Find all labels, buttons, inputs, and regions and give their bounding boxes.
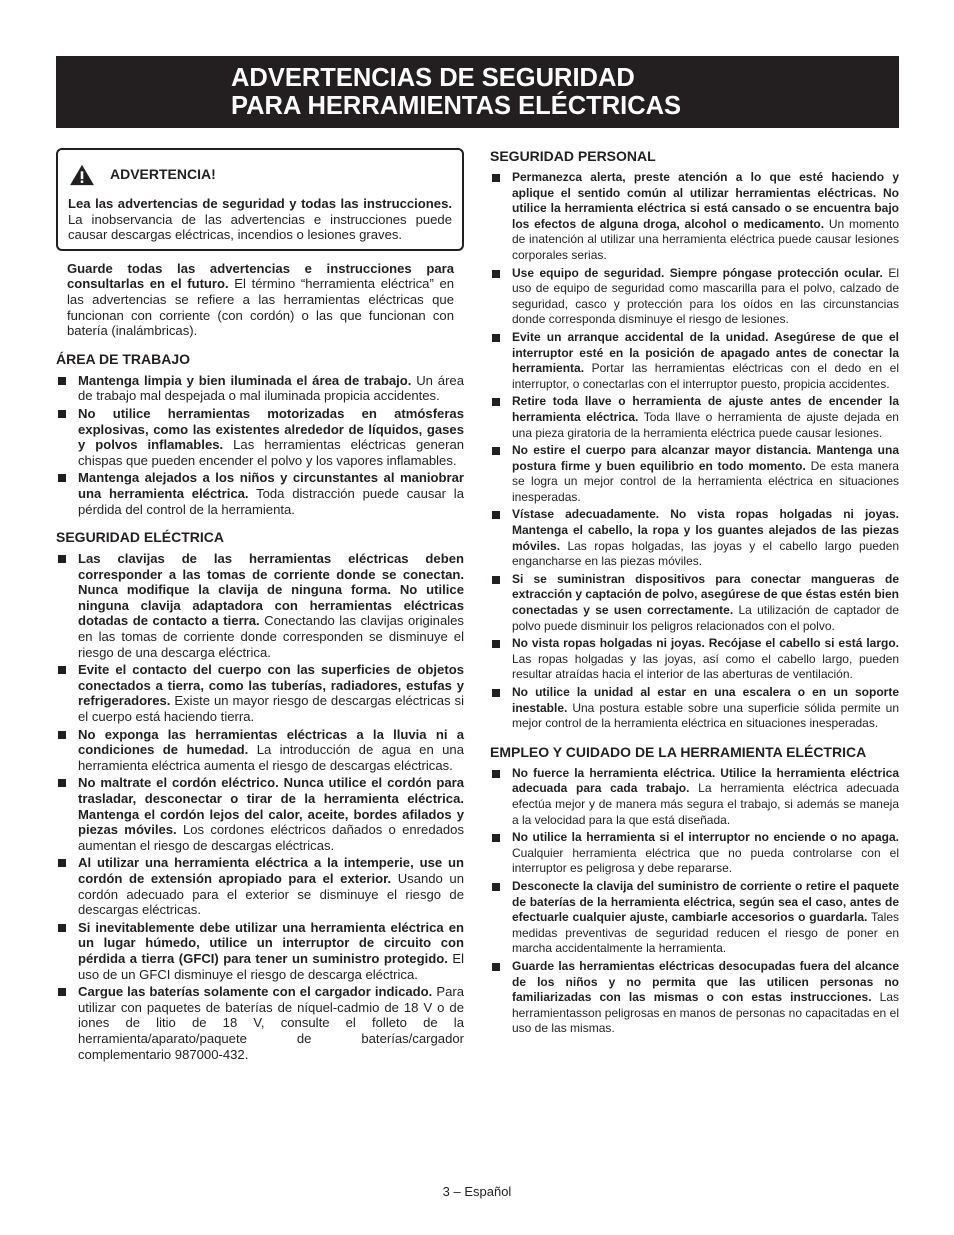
left-column <box>56 148 464 1064</box>
page-footer: 3 – Español <box>442 1184 512 1199</box>
list-item: No utilice la herramienta si el interruptor no enciende o no apaga. Cualquier herramienta eléctrica que no pueda controlarse con el interruptor es peligrosa y debe repararse. <box>490 830 899 877</box>
warning-header <box>68 164 452 186</box>
list-item: Cargue las baterías solamente con el cargador indicado. Para utilizar con paquetes de baterías de níquel-cadmio de 18 V o de iones de litio de 18 V, consulte el folleto de la herramienta/aparato/paquete de baterías/cargador complementario 987000-432. <box>56 984 464 1062</box>
list-item: No estire el cuerpo para alcanzar mayor distancia. Mantenga una postura firme y buen equilibrio en todo momento. De esta manera se logra un mejor control de la herramienta eléctrica en situaciones inesperadas. <box>490 443 899 505</box>
right-column <box>490 148 899 1039</box>
list-item: No utilice la unidad al estar en una escalera o en un soporte inestable. Una postura estable sobre una superficie sólida permite un mejor control de la herramienta eléctrica en situaciones inesperadas. <box>490 685 899 732</box>
list-item: No maltrate el cordón eléctrico. Nunca utilice el cordón para trasladar, desconectar o tirar de la herramienta eléctrica. Mantenga el cordón lejos del calor, aceite, bordes afilados y piezas móviles. Los cordones eléctricos dañados o enredados aumentan el riesgo de descargas eléctricas. <box>56 775 464 853</box>
warning-icon <box>68 164 96 186</box>
warning-title: ADVERTENCIA! <box>110 166 216 183</box>
list-item: Mantenga limpia y bien iluminada el área de trabajo. Un área de trabajo mal despejada o mal iluminada propicia accidentes. <box>56 373 464 404</box>
list-item: No utilice herramientas motorizadas en atmósferas explosivas, como las existentes alrededor de líquidos, gases y polvos inflamables. Las herramientas eléctricas generan chispas que pueden encender el polvo y los vapores inflamables. <box>56 406 464 468</box>
list-item: Use equipo de seguridad. Siempre póngase protección ocular. El uso de equipo de seguridad como mascarilla para el polvo, calzado de seguridad, casco y protección para los oídos en las circunstancias donde corresponda disminuye el riesgo de lesiones. <box>490 266 899 328</box>
section-heading-area-trabajo: ÁREA DE TRABAJO <box>56 350 191 367</box>
list-item: Desconecte la clavija del suministro de corriente o retire el paquete de baterías de la herramienta eléctrica, según sea el caso, antes de efectuarle cualquier ajuste, cambiarle accesorios o guardarla. Tales medidas preventivas de seguridad reducen el riesgo de poner en marcha accidentalmente la herramienta. <box>490 879 899 957</box>
list-item: Si se suministran dispositivos para conectar mangueras de extracción y captación de polvo, asegúrese de que éstas estén bien conectadas y se usen correctamente. La utilización de captador de polvo puede disminuir los peligros relacionados con el polvo. <box>490 572 899 634</box>
list-item: Las clavijas de las herramientas eléctricas deben corresponder a las tomas de corriente donde se conectan. Nunca modifique la clavija de ninguna forma. No utilice ninguna clavija adaptadora con herramientas eléctricas dotadas de contacto a tierra. Conectando las clavijas originales en las tomas de corriente donde corresponden se disminuye el riesgo de una descarga eléctrica. <box>56 551 464 660</box>
list-item: Vístase adecuadamente. No vista ropas holgadas ni joyas. Mantenga el cabello, la ropa y los guantes alejados de las piezas móviles. Las ropas holgadas, las joyas y el cabello largo pueden engancharse en las piezas móviles. <box>490 507 899 569</box>
list-item: No exponga las herramientas eléctricas a la lluvia ni a condiciones de humedad. La introducción de agua en una herramienta eléctrica aumenta el riesgo de descargas eléctricas. <box>56 727 464 774</box>
section-heading-empleo: EMPLEO Y CUIDADO DE LA HERRAMIENTA ELÉCTRICA <box>490 743 867 760</box>
list-item: No fuerce la herramienta eléctrica. Utilice la herramienta eléctrica adecuada para cada trabajo. La herramienta eléctrica adecuada efectúa mejor y de manera más segura el trabajo, si además se maneja a la velocidad para la que está diseñada. <box>490 766 899 828</box>
seguridad-electrica-list <box>56 551 464 1062</box>
seguridad-personal-list <box>490 170 899 732</box>
list-item: Si inevitablemente debe utilizar una herramienta eléctrica en un lugar húmedo, utilice un interruptor de circuito con pérdida a tierra (GFCI) para tener un suministro protegido. El uso de un GFCI disminuye el riesgo de descarga eléctrica. <box>56 920 464 982</box>
list-item: No vista ropas holgadas ni joyas. Recójase el cabello si está largo. Las ropas holgadas y las joyas, así como el cabello largo, pueden resultar atraídas hacia el interior de las aberturas de ventilación. <box>490 636 899 683</box>
list-item: Guarde las herramientas eléctricas desocupadas fuera del alcance de los niños y no permita que las utilicen personas no familiarizadas con las mismas o con estas instrucciones. Las herramientasson peligrosas en manos de personas no capacitadas en el uso de las mismas. <box>490 959 899 1037</box>
list-item: Retire toda llave o herramienta de ajuste antes de encender la herramienta eléctrica. Toda llave o herramienta de ajuste dejada en una pieza giratoria de la herramienta eléctrica puede causar lesiones. <box>490 394 899 441</box>
list-item: Al utilizar una herramienta eléctrica a la intemperie, use un cordón de extensión apropiado para el exterior. Usando un cordón adecuado para el exterior se disminuye el riesgo de descargas eléctricas. <box>56 855 464 917</box>
list-item: Evite el contacto del cuerpo con las superficies de objetos conectados a tierra, como las tuberías, radiadores, estufas y refrigeradores. Existe un mayor riesgo de descargas eléctricas si el cuerpo está haciendo tierra. <box>56 662 464 724</box>
warning-box <box>56 148 464 251</box>
list-item: Evite un arranque accidental de la unidad. Asegúrese de que el interruptor esté en la posición de apagado antes de conectar la herramienta. Portar las herramientas eléctricas con el dedo en el interruptor, o conectarlas con el interruptor puesto, propicia accidentes. <box>490 330 899 392</box>
list-item: Mantenga alejados a los niños y circunstantes al maniobrar una herramienta eléctrica. Toda distracción puede causar la pérdida del control de la herramienta. <box>56 470 464 517</box>
empleo-list <box>490 766 899 1037</box>
section-heading-seguridad-electrica: SEGURIDAD ELÉCTRICA <box>56 529 225 546</box>
page-title-banner <box>56 56 899 128</box>
section-heading-seguridad-personal: SEGURIDAD PERSONAL <box>490 148 656 164</box>
list-item: Permanezca alerta, preste atención a lo que esté haciendo y aplique el sentido común al utilizar herramientas eléctricas. No utilice la herramienta eléctrica si está cansado o se encuentra bajo los efectos de alguna droga, alcohol o medicamento. Un momento de inatención al utilizar una herramienta eléctrica puede causar lesiones corporales serias. <box>490 170 899 264</box>
area-trabajo-list <box>56 373 464 517</box>
title-line-2: PARA HERRAMIENTAS ELÉCTRICAS <box>231 92 682 120</box>
title-line-1: ADVERTENCIAS DE SEGURIDAD <box>231 64 635 92</box>
warning-text: Lea las advertencias de seguridad y todas las instrucciones. La inobservancia de las advertencias e instrucciones puede causar descargas eléctricas, incendios o lesiones graves. <box>68 196 452 243</box>
intro-paragraph: Guarde todas las advertencias e instrucciones para consultarlas en el futuro. El término “herramienta eléctrica” en las advertencias se refiere a las herramientas eléctricas que funcionan con corriente (con cordón) o las que funcionan con batería (inalámbricas). <box>67 260 455 339</box>
